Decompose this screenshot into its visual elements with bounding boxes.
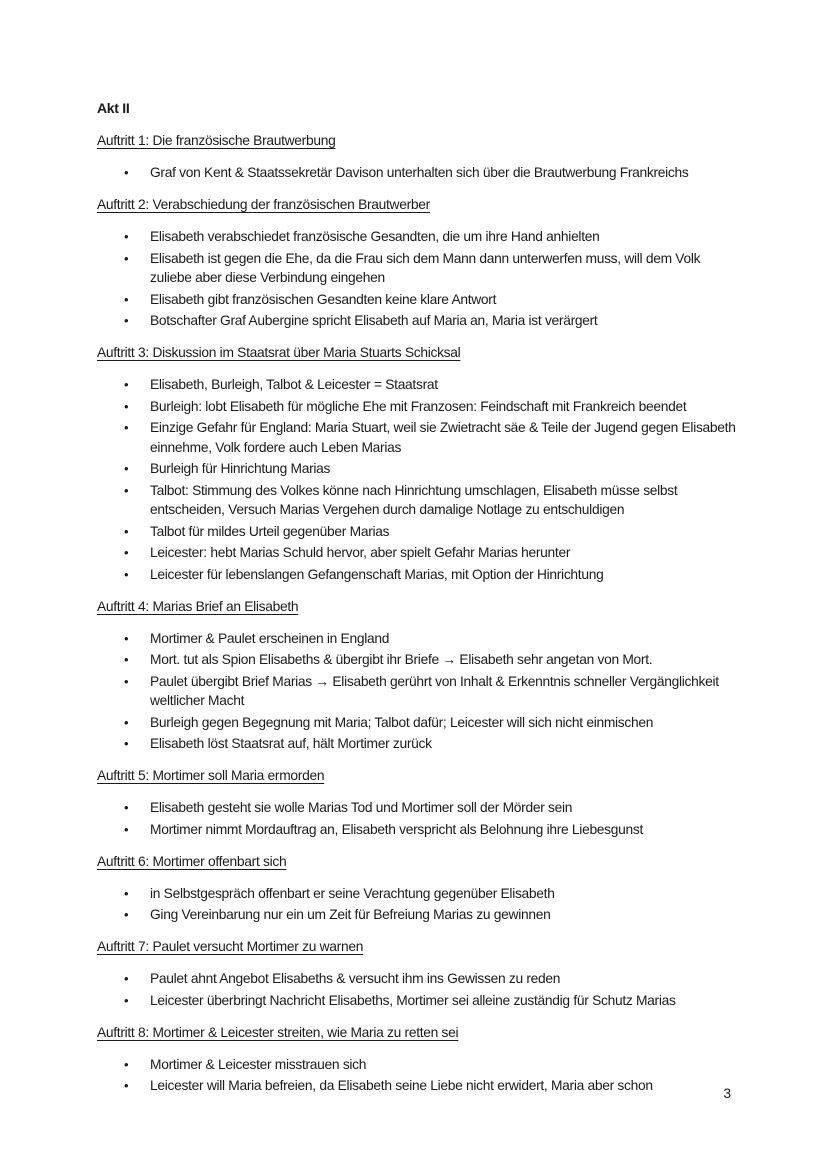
page-number: 3 — [723, 1086, 731, 1101]
bullet-icon: • — [124, 714, 129, 730]
bullet-list — [97, 798, 737, 839]
list-item — [97, 734, 737, 754]
bullet-icon: • — [124, 673, 129, 689]
bullet-icon: • — [124, 630, 129, 646]
list-item — [97, 290, 737, 310]
list-item-text: Elisabeth ist gegen die Ehe, da die Frau sich dem Mann dann unterwerfen muss, will dem Volk zuliebe aber diese Verbindung eingehen — [150, 250, 701, 285]
bullet-list — [97, 227, 737, 331]
list-item — [97, 522, 737, 542]
bullet-icon: • — [124, 523, 129, 539]
list-item-text: Paulet übergibt Brief Marias → Elisabeth gerührt von Inhalt & Erkenntnis schneller Vergänglichkeit weltlicher Macht — [150, 673, 719, 708]
document-title: Akt II — [97, 100, 130, 116]
section — [97, 131, 737, 183]
list-item-text: Leicester für lebenslangen Gefangenschaft Marias, mit Option der Hinrichtung — [150, 566, 604, 582]
list-item-text: Elisabeth gesteht sie wolle Marias Tod und Mortimer soll der Mörder sein — [150, 800, 573, 815]
list-item-text: Elisabeth gibt französischen Gesandten keine klare Antwort — [150, 291, 497, 307]
list-item — [97, 650, 737, 670]
bullet-icon: • — [124, 291, 129, 307]
list-item-text: Burleigh gegen Begegnung mit Maria; Talbot dafür; Leicester will sich nicht einmischen — [150, 714, 654, 730]
section — [97, 597, 737, 754]
bullet-icon: • — [124, 165, 129, 180]
list-item — [97, 672, 737, 711]
list-item-text: Talbot für mildes Urteil gegenüber Marias — [150, 523, 390, 539]
list-item — [97, 991, 737, 1011]
list-item-text: in Selbstgespräch offenbart er seine Verachtung gegenüber Elisabeth — [150, 885, 555, 901]
list-item-text: Elisabeth löst Staatsrat auf, hält Mortimer zurück — [150, 736, 432, 751]
bullet-icon: • — [124, 377, 129, 392]
list-item — [97, 820, 737, 840]
document-content — [97, 99, 737, 1098]
list-item — [97, 481, 737, 520]
list-item — [97, 311, 737, 331]
bullet-icon: • — [124, 250, 129, 266]
list-item-text: Talbot: Stimmung des Volkes könne nach Hinrichtung umschlagen, Elisabeth müsse selbst entscheiden, Versuch Marias Vergehen durch damalige Notlage zu entschuldigen — [150, 482, 678, 517]
list-item-text: Graf von Kent & Staatssekretär Davison unterhalten sich über die Brautwerbung Frankreichs — [150, 165, 689, 180]
section-heading: Auftritt 7: Paulet versucht Mortimer zu warnen — [97, 939, 364, 954]
list-item-text: Elisabeth verabschiedet französische Gesandten, die um ihre Hand anhielten — [150, 229, 600, 244]
section-heading: Auftritt 3: Diskussion im Staatsrat über Maria Stuarts Schicksal — [97, 345, 461, 360]
bullet-icon: • — [124, 229, 129, 244]
bullet-icon: • — [124, 1056, 129, 1072]
bullet-icon: • — [124, 545, 129, 560]
section — [97, 195, 737, 331]
section — [97, 852, 737, 925]
bullet-list — [97, 969, 737, 1010]
bullet-icon: • — [124, 971, 129, 986]
list-item-text: Leicester will Maria befreien, da Elisabeth seine Liebe nicht erwidert, Maria aber schon — [150, 1078, 653, 1093]
list-item — [97, 629, 737, 649]
list-item — [97, 543, 737, 563]
bullet-list — [97, 629, 737, 754]
list-item — [97, 459, 737, 479]
section-heading: Auftritt 6: Mortimer offenbart sich — [97, 853, 287, 869]
bullet-icon: • — [124, 800, 129, 815]
list-item-text: Mort. tut als Spion Elisabeths & übergibt ihr Briefe → Elisabeth sehr angetan von Mort. — [150, 652, 653, 667]
bullet-icon: • — [124, 1078, 129, 1093]
list-item-text: Burleigh: lobt Elisabeth für mögliche Ehe mit Franzosen: Feindschaft mit Frankreich beendet — [150, 398, 687, 414]
section — [97, 937, 737, 1010]
list-item-text: Burleigh für Hinrichtung Marias — [150, 461, 331, 476]
list-item-text: Paulet ahnt Angebot Elisabeths & versucht ihm ins Gewissen zu reden — [150, 971, 561, 986]
section-heading: Auftritt 2: Verabschiedung der französischen Brautwerber — [97, 197, 430, 212]
list-item-text: Botschafter Graf Aubergine spricht Elisabeth auf Maria an, Maria ist verärgert — [150, 313, 598, 328]
list-item — [97, 397, 737, 417]
section-heading: Auftritt 4: Marias Brief an Elisabeth — [97, 598, 299, 614]
bullet-icon: • — [124, 885, 129, 901]
list-item — [97, 418, 737, 457]
list-item — [97, 1076, 737, 1096]
bullet-list — [97, 1055, 737, 1096]
bullet-icon: • — [124, 821, 129, 837]
list-item — [97, 713, 737, 733]
list-item — [97, 1055, 737, 1075]
list-item — [97, 884, 737, 904]
list-item-text: Leicester: hebt Marias Schuld hervor, aber spielt Gefahr Marias herunter — [150, 545, 571, 560]
section — [97, 766, 737, 839]
bullet-icon: • — [124, 736, 129, 751]
section-heading: Auftritt 1: Die französische Brautwerbung — [97, 133, 336, 148]
list-item-text: Ging Vereinbarung nur ein um Zeit für Befreiung Marias zu gewinnen — [150, 907, 551, 922]
section — [97, 1023, 737, 1096]
list-item — [97, 163, 737, 183]
list-item — [97, 565, 737, 585]
bullet-icon: • — [124, 992, 129, 1008]
bullet-list — [97, 375, 737, 584]
bullet-icon: • — [124, 652, 129, 667]
bullet-icon: • — [124, 482, 129, 498]
bullet-list — [97, 884, 737, 925]
sections — [97, 131, 737, 1096]
bullet-list — [97, 163, 737, 183]
section-heading: Auftritt 5: Mortimer soll Maria ermorden — [97, 768, 325, 783]
list-item — [97, 249, 737, 288]
list-item — [97, 227, 737, 247]
section-heading: Auftritt 8: Mortimer & Leicester streiten, wie Maria zu retten sei — [97, 1024, 459, 1040]
list-item-text: Leicester überbringt Nachricht Elisabeths, Mortimer sei alleine zuständig für Schutz Marias — [150, 992, 676, 1008]
list-item — [97, 905, 737, 925]
bullet-icon: • — [124, 907, 129, 922]
list-item-text: Mortimer nimmt Mordauftrag an, Elisabeth verspricht als Belohnung ihre Liebesgunst — [150, 821, 644, 837]
list-item-text: Mortimer & Leicester misstrauen sich — [150, 1056, 367, 1072]
list-item-text: Mortimer & Paulet erscheinen in England — [150, 630, 390, 646]
bullet-icon: • — [124, 398, 129, 414]
list-item — [97, 969, 737, 989]
bullet-icon: • — [124, 420, 129, 435]
bullet-icon: • — [124, 566, 129, 582]
list-item — [97, 798, 737, 818]
list-item — [97, 375, 737, 395]
bullet-icon: • — [124, 313, 129, 328]
bullet-icon: • — [124, 461, 129, 476]
section — [97, 343, 737, 584]
list-item-text: Elisabeth, Burleigh, Talbot & Leicester = Staatsrat — [150, 377, 438, 392]
list-item-text: Einzige Gefahr für England: Maria Stuart, weil sie Zwietracht säe & Teile der Jugend gegen Elisabeth einnehme, Volk fordere auch Leben Marias — [150, 420, 736, 455]
